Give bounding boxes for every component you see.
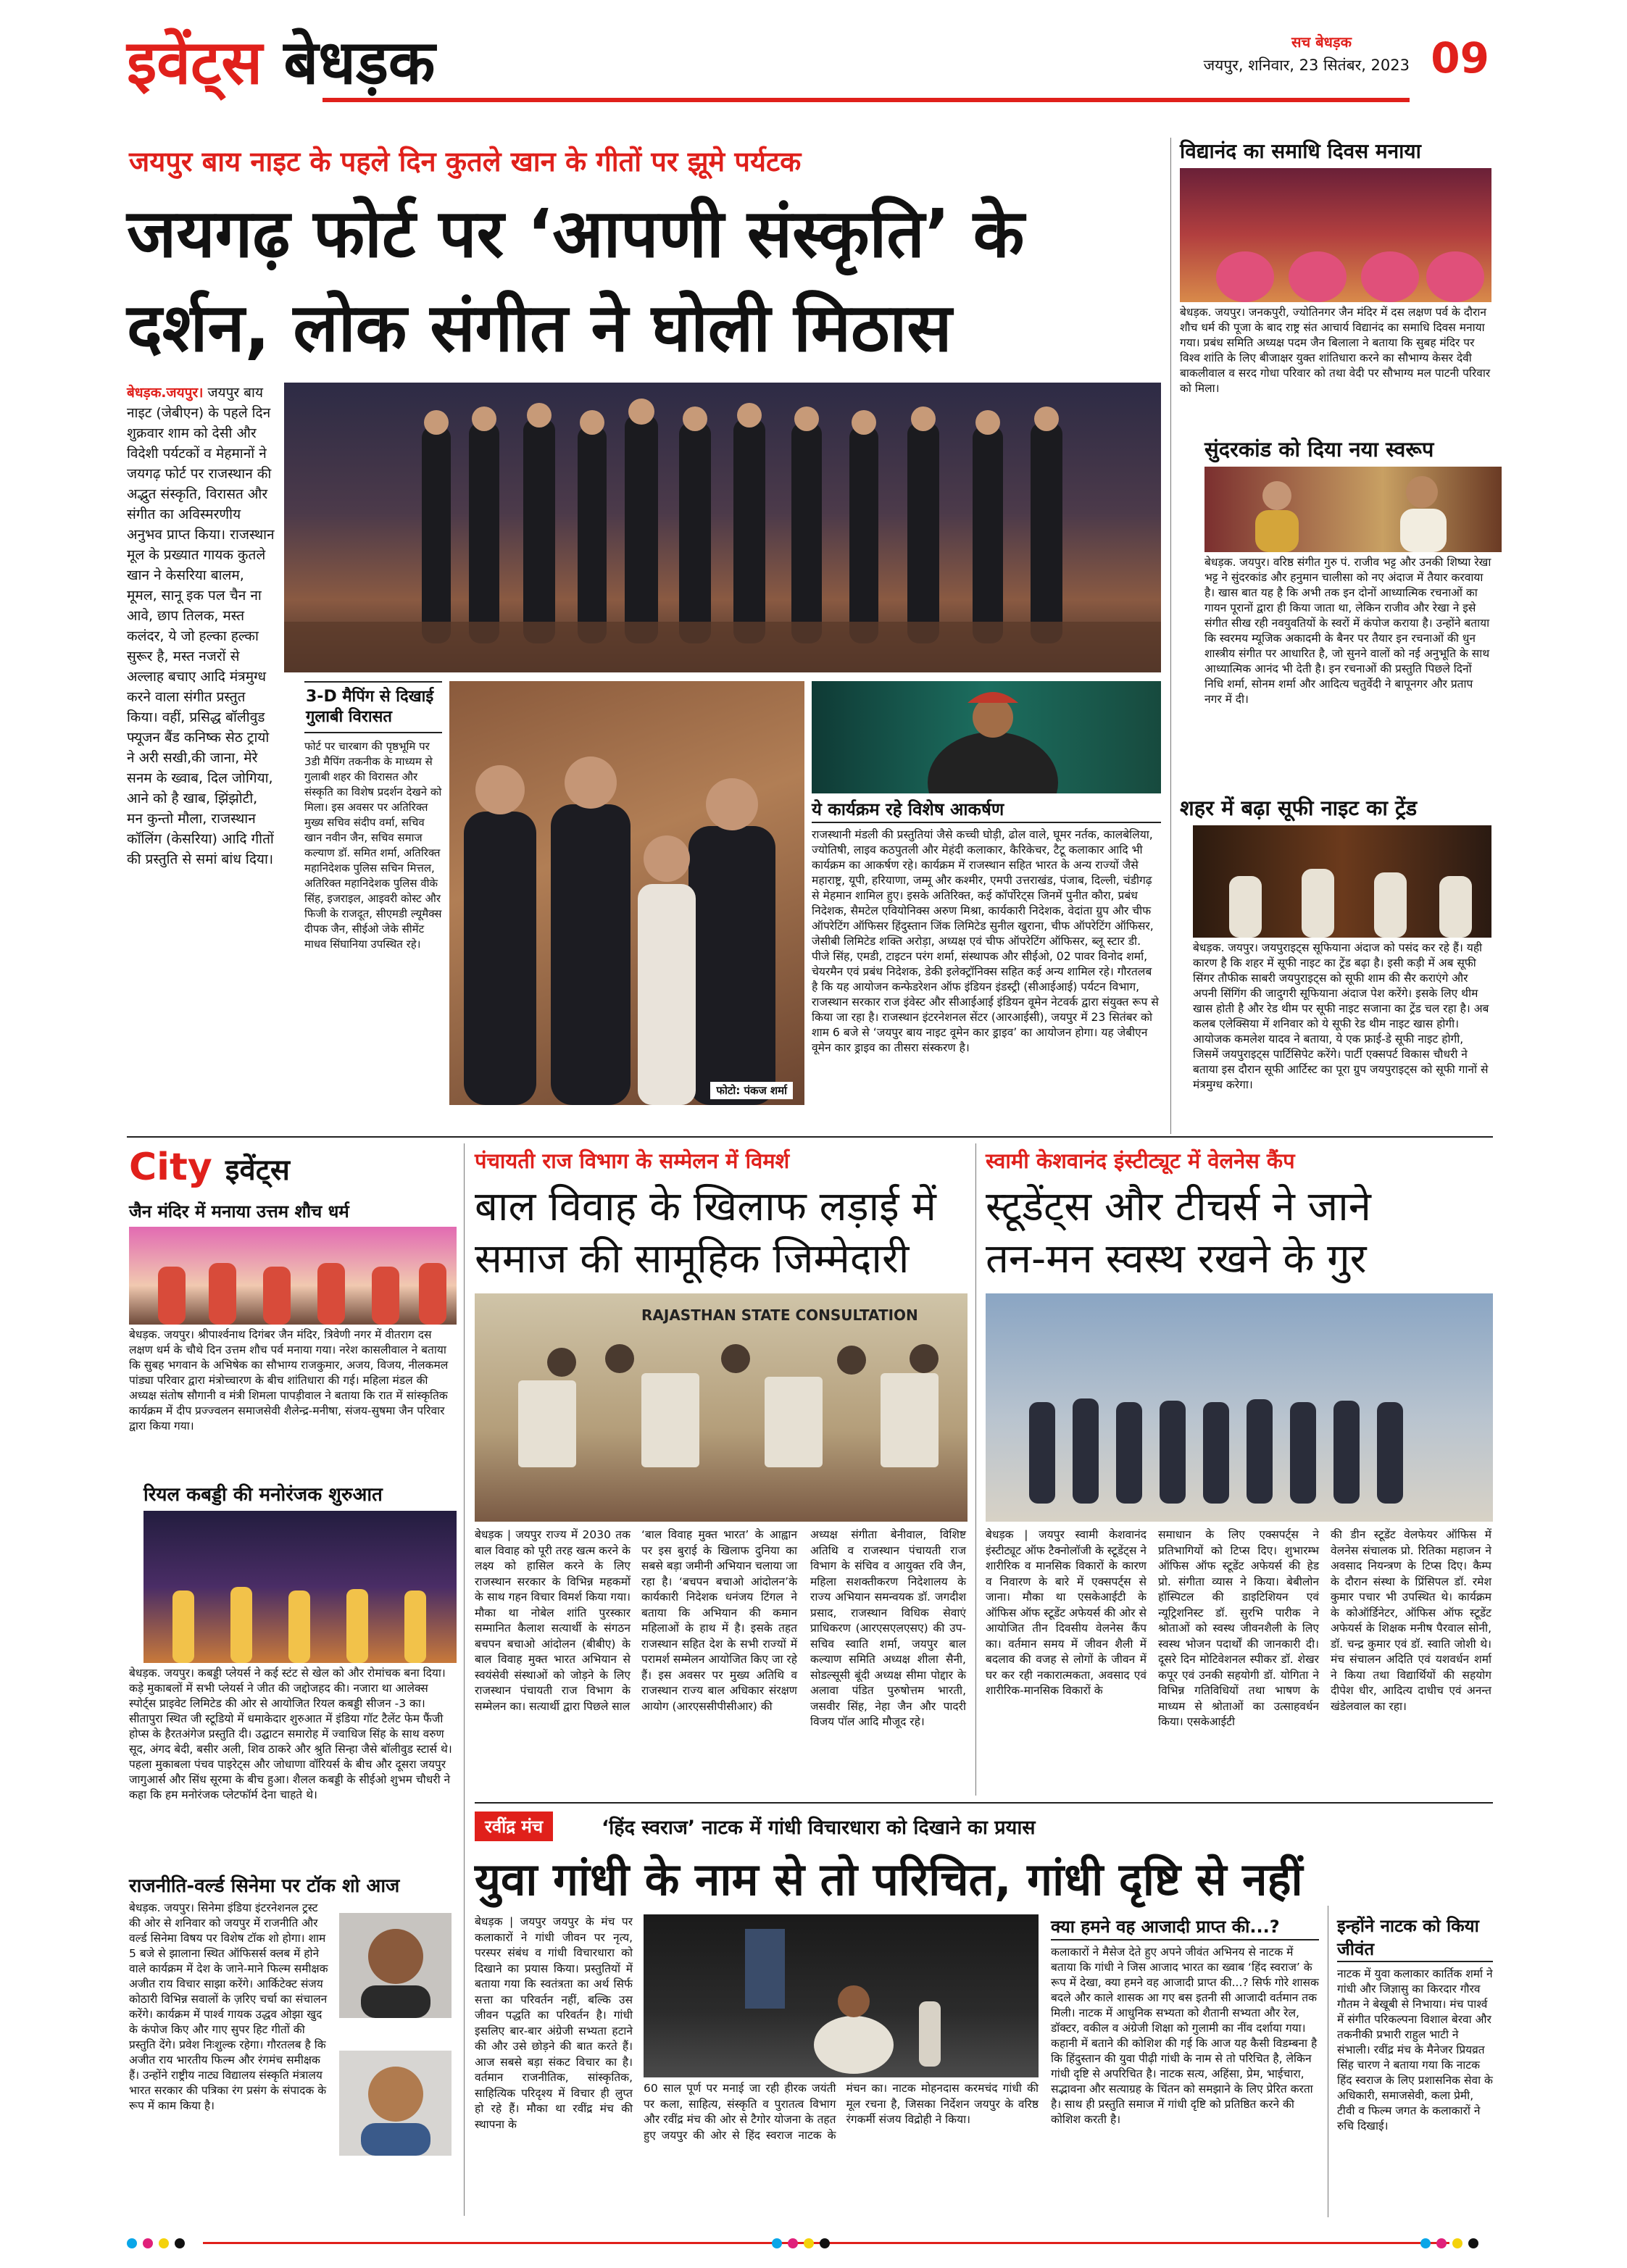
- photo-credit: फोटो: पंकज शर्मा: [710, 1082, 793, 1099]
- dot-magenta-3: [1436, 2238, 1447, 2248]
- masthead-title-black: बेधड़क: [283, 27, 436, 98]
- right-item2-text: बेधड़क. जयपुर। वरिष्ठ संगीत गुरु पं. राजीव भट्ट और उनकी शिष्या रेखा भट्ट ने सुंदरकांड और हनुमान चालीसा को नए अंदाज में तैयार करवाया है। खास बात यह है कि अभी तक इन दोनों आध्यात्मिक रचनाओं का गायन पूरानों द्वारा ही किया जाता था, लेकिन राजीव और रेखा ने इसे संगीत सीख रही नवयुवतियों के स्वरों में कंपोज कराया है। उन्होंने बताया कि स्वरमय म्यूजिक अकादमी के बैनर पर तैयार इन रचनाओं की धुन शास्त्रीय संगीत पर आधारित है, जो सुनने वालों को नई अनुभूति के साथ आध्यात्मिक आनंद भी देती है। इन रचनाओं की प्रस्तुति पिछले दिनों निधि शर्मा, सोनम शर्मा और आदित्य चतुर्वेदी ने बापूनगर और प्रताप नगर में दी।: [1204, 556, 1491, 706]
- ajit-rai-photo: [339, 1913, 452, 2018]
- lead-box: [304, 681, 442, 1101]
- registration-dots-mid: [772, 2238, 836, 2251]
- right-item1-photo: [1180, 168, 1491, 302]
- sufi-figures: [1193, 825, 1491, 938]
- singer-figure: [812, 681, 1161, 793]
- panchayat-text-col2: ‘बाल विवाह मुक्त भारत’ के आह्वान पर इस बुराई के खिलाफ दुनिया का सबसे बड़ा जमीनी अभियान चलाया जा रहा है। ‘बचपन बचाओ आंदोलन’के कार्यकारी निदेशक धनंजय टिंगल ने बताया कि अभियान की कमान महिलाओं के हाथ में है। इसके तहत राजस्थान सहित देश के सभी राज्यों में परामर्श सम्मेलन आयोजित किए जा रहे हैं। इस अवसर पर मुख्य अतिथि व राजस्थान राज्य बाल अधिकार संरक्षण आयोग (आरएससीपीसीआर) की: [641, 1528, 797, 1713]
- dot-yellow: [159, 2238, 169, 2248]
- panchayat-text-col1: बेधड़क | जयपुर राज्य में 2030 तक बाल विवाह को पूरी तरह खत्म करने के लक्ष्य को हासिल करने के लिए राजस्थान सरकार के विभिन्न महकमों के साथ गहन विचार विमर्श किया गया। मौका था नोबेल शांति पुरस्कार सम्मानित कैलाश सत्यार्थी के संगठन बचपन बचाओ आंदोलन (बीबीए) के बाल विवाह मुक्त भारत अभियान से स्वयंसेवी संस्थाओं को जोड़ने के लिए राजस्थान पंचायती राज विभाग के सम्मेलन का। सत्यार्थी द्वारा पिछले साल: [475, 1528, 631, 1713]
- right-item3-photo: [1193, 825, 1491, 938]
- masthead: [127, 29, 1489, 123]
- lead-kicker: जयपुर बाय नाइट के पहले दिन कुतले खान के गीतों पर झूमे पर्यटक: [129, 146, 802, 178]
- city-item2-photo: [143, 1511, 457, 1663]
- city-title-black: इवेंट्स: [225, 1154, 290, 1187]
- city-title-red: City: [129, 1146, 212, 1189]
- lamp-figures: [449, 681, 804, 1105]
- right-column-rule: [1170, 138, 1171, 1134]
- page-number: 09: [1431, 33, 1489, 83]
- panchayat-figures: [475, 1293, 968, 1522]
- gandhi-box-text: कलाकारों ने मैसेज देते हुए अपने जीवंत अभिनय से नाटक में बताया कि गांधी ने जिस आजाद भारत का ख्वाब ‘हिंद स्वराज’ के रूप में देखा, क्या हमने वह आजादी प्राप्त की...? सिर्फ गोरे शासक बदले और काले शासक आ गए बस इतनी सी आजादी वर्तमान तक मिली। नाटक में आधुनिक सभ्यता को शैतानी सभ्यता और रेल, डॉक्टर, वकील व अंग्रेजी शिक्षा को गुलामी का नींव दर्शाया गया। कहानी में बताने की कोशिश की गई कि आज यह कैसी विडम्बना है कि हिंदुस्तान की युवा पीढ़ी गांधी के नाम से तो परिचित है, लेकिन गांधी दृष्टि से अपरिचित है। नाटक सत्य, अहिंसा, प्रेम, भाईचारा, सद्भावना और सत्याग्रह के चिंतन को समझाने के लिए प्रेरित करता है। साथ ही प्रस्तुति समाज में गांधी दृष्टि को प्रतिष्ठित करने की कोशिश करती है।: [1051, 1946, 1319, 2126]
- masthead-rule: [323, 98, 1410, 102]
- dot-cyan-3: [1420, 2238, 1431, 2248]
- city-item2: [129, 1482, 457, 1803]
- gandhi-box: [1051, 1914, 1319, 2127]
- singers-figures: [1204, 467, 1502, 552]
- gandhi-label: रवींद्र मंच: [475, 1812, 553, 1841]
- right-item1-title: विद्यानंद का समाधि दिवस मनाया: [1180, 139, 1421, 163]
- panchayat-rule: [975, 1143, 976, 1796]
- gandhi-text-col1: बेधड़क | जयपुर जयपुर के मंच पर कलाकारों ने गांधी जीवन पर नृत्य, परस्पर संबंध व गांधी विचारधारा को दिखाने का प्रयास किया। प्रस्तुतियों में बताया गया कि स्वतंत्रता का अर्थ सिर्फ सत्ता का परिवर्तन नहीं, बल्कि उस जीवन पद्धति का परिवर्तन है। गांधी इसलिए बार-बार अंग्रेजी सभ्यता हटाने की और उसे छोड़ने की बात करते हैं। आज सबसे बड़ा संकट विचार का है। वर्तमान राजनीतिक, सांस्कृतिक, साहित्यिक परिदृश्य में विचार ही लुप्त हो रहे हैं। मौका था रवींद्र मंच की स्थापना के: [475, 1915, 633, 2131]
- city-events-title: [129, 1143, 290, 1194]
- sanjay-kothari-photo: [339, 2051, 452, 2156]
- lead-side: [812, 797, 1161, 1116]
- city-item1-title: जैन मंदिर में मनाया उत्तम शौच धर्म: [129, 1201, 349, 1222]
- kabaddi-figures: [143, 1511, 457, 1663]
- right-item1-text: बेधड़क. जयपुर। जनकपुरी, ज्योतिनगर जैन मंदिर में दस लक्षण पर्व के दौरान शौच धर्म की पूजा के बाद राष्ट्र संत आचार्य विद्यानंद का समाधि दिवस मनाया गया। प्रबंध समिति अध्यक्ष पदम जैन बिलाला ने बताया कि सुबह मंदिर पर विश्व शांति के लिए बीजाक्षर युक्त शांतिधारा करने का सौभाग्य केसर देवी बाकलीवाल व सरद गोधा परिवार को तथा वेदी पर सौभाग्य मल पाटनी परिवार को मिला।: [1180, 306, 1491, 395]
- city-column-rule: [464, 1143, 465, 2216]
- gandhi-side: [1337, 1914, 1493, 2134]
- city-item2-title: रियल कबड्डी की मनोरंजक शुरुआत: [143, 1484, 383, 1506]
- city-item1: [129, 1199, 457, 1434]
- lead-box-text: फोर्ट पर चारबाग की पृष्ठभूमि पर 3डी मैपिंग तकनीक के माध्यम से गुलाबी शहर की विरासत और संस्कृति का विशेष प्रदर्शन देखने को मिला। इस अवसर पर अतिरिक्त मुख्य सचिव संदीप वर्मा, सचिव खान नवीन जैन, सचिव समाज कल्याण डॉ. समित शर्मा, अतिरिक्त महानिदेशक पुलिस सचिन मित्तल, अतिरिक्त महानिदेशक पुलिस वीके सिंह, इजराइल, आइवरी कोस्ट और फिजी के राजदूत, सीएमडी ल्यूमैक्स दीपक जैन, सीईओ जेके सीमेंट माधव सिंघानिया उपस्थित रहे।: [304, 740, 442, 951]
- lead-byline: बेधड़क.जयपुर।: [127, 385, 204, 401]
- panchayat-headline-line2: समाज की सामूहिक जिम्मेदारी: [475, 1235, 910, 1283]
- masthead-title-red: इवेंट्स: [127, 27, 263, 98]
- dot-black-2: [820, 2238, 830, 2248]
- lead-headline-line1: जयगढ़ फोर्ट पर ‘आपणी संस्कृति’ के: [127, 195, 1025, 272]
- dot-yellow-2: [804, 2238, 814, 2248]
- consultation-banner: RAJASTHAN STATE CONSULTATION: [641, 1306, 918, 1324]
- masthead-dateline: जयपुर, शनिवार, 23 सितंबर, 2023: [1203, 57, 1410, 74]
- lead-photo-figures: [284, 383, 1161, 672]
- keshav-photo: [986, 1293, 1493, 1522]
- dot-yellow-3: [1452, 2238, 1462, 2248]
- gandhi-separator: [475, 1802, 1493, 1804]
- panchayat-headline-line1: बाल विवाह के खिलाफ लड़ाई में: [475, 1183, 936, 1230]
- dot-black-3: [1468, 2238, 1478, 2248]
- keshav-text-col2: समाधान के लिए एक्सपर्ट्स ने प्रतिभागियों को टिप्स दिए। शुभारम्भ ऑफिस ऑफ स्टूडेंट अफेयर्स की हेड प्रो. संगीता व्यास ने किया। बेबीलोन हॉस्पिटल की डाइटिशियन एवं न्यूट्रिशनिस्ट डॉ. सुरभि पारीक ने श्रोताओं को स्वस्थ जीवनशैली के लिए स्वस्थ भोजन पदार्थों की जानकारी दी। दूसरे दिन मोटिवेशनल स्पीकर डॉ. शेखर कपूर एवं उनकी सहयोगी डॉ. योगिता ने विभिन्न गतिविधियों तथा भाषण के माध्यम से श्रोताओं का उत्साहवर्धन किया। एसकेआईटी: [1158, 1528, 1319, 1728]
- mid-separator: [127, 1136, 1493, 1138]
- dot-magenta: [143, 2238, 153, 2248]
- gandhi-side-text: नाटक में युवा कलाकार कार्तिक शर्मा ने गांधी और जिज्ञासु का किरदार गौरव गौतम ने बेखूबी से निभाया। मंच पार्श्व में संगीत परिकल्पना विशाल बेरवा और तकनीकी प्रभारी राहुल भाटी ने संभाली। रवींद्र मंच के मैनेजर प्रियव्रत सिंह चारण ने बताया गया कि नाटक हिंद स्वराज के लिए प्रशासनिक सेवा के अधिकारी, समाजसेवी, कला प्रेमी, टीवी व फिल्म जगत के कलाकारों ने रुचि दिखाई।: [1337, 1967, 1493, 2132]
- dot-black: [175, 2238, 185, 2248]
- keshav-figures: [986, 1293, 1493, 1522]
- gandhi-side-title: इन्होंने नाटक को किया जीवंत: [1337, 1914, 1493, 1962]
- dot-cyan: [127, 2238, 137, 2248]
- panchayat-kicker: पंचायती राज विभाग के सम्मेलन में विमर्श: [475, 1148, 790, 1173]
- lead-col1: [127, 383, 275, 870]
- lead-side-title: ये कार्यक्रम रहे विशेष आकर्षण: [812, 797, 1161, 823]
- right-item1: [1180, 138, 1491, 396]
- dancers-figures: [1180, 168, 1491, 302]
- city-item3-title: राजनीति-वर्ल्ड सिनेमा पर टॉक शो आज: [129, 1875, 400, 1897]
- portrait-1: [339, 1913, 452, 2018]
- lead-box-title: 3-D मैपिंग से दिखाई गुलाबी विरासत: [304, 681, 442, 733]
- right-item3: [1180, 793, 1491, 1093]
- keshav-headline-line2: तन-मन स्वस्थ रखने के गुर: [986, 1235, 1367, 1283]
- panchayat-text-col3: अध्यक्ष संगीता बेनीवाल, विशिष्ट अतिथि व राजस्थान पंचायती राज विभाग के संचिव व आयुक्त रवि जैन, महिला सशक्तीकरण निदेशालय के राज्य अभियान समन्वयक डॉ. जगदीश प्रसाद, राजस्थान विधिक सेवाएं प्राधिकरण (आरएसएलएसए) की उप-सचिव स्वाति शर्मा, जयपुर बाल कल्याण समिति अध्यक्ष शीला सैनी, सोडल्सूसी बूंदी अध्यक्ष सीमा पोद्दार के अलावा पंडित पुरुषोत्तम भारती, जसवीर सिंह, नेहा जैन और पादरी विजय पॉल आदि मौजूद रहे।: [810, 1528, 966, 1728]
- keshav-kicker: स्वामी केशवानंद इंस्टीट्यूट में वेलनेस कैंप: [986, 1148, 1295, 1173]
- keshav-text-col3: की डीन स्टूडेंट वेलफेयर ऑफिस में वेलनेस संचालक प्रो. रितिका महाजन ने अवसाद नियन्त्रण के टिप्स दिए। कैम्प के दौरान संस्था के प्रिंसिपल डॉ. रमेश कुमार पचार भी उपस्थित थे। कार्यक्रम के कोऑर्डिनेटर, ऑफिस ऑफ स्टूडेंट अफेयर्स के शिक्षक मनीष पैरवाल सोनी, डॉ. चन्द्र कुमार एवं डॉ. स्वाति जोशी थे। मंच संचालन अदिति एवं यशवर्धन शर्मा ने किया तथा विद्यार्थियों की सहयोग दीपेश धीर, आदित्य दाधीच एवं अनन्त खंडेलवाल का रहा।: [1331, 1528, 1491, 1713]
- right-item2-title: सुंदरकांड को दिया नया स्वरूप: [1204, 437, 1434, 462]
- portrait-2: [339, 2051, 452, 2156]
- gandhi-photo: [644, 1914, 1039, 2077]
- city-item3-text: बेधड़क. जयपुर। सिनेमा इंडिया इंटरनेशनल ट्रस्ट की ओर से शनिवार को जयपुर में राजनीति और वर्ल्ड सिनेमा विषय पर विशेष टॉक शो होगा। शाम 5 बजे से झालाना स्थित ऑफिसर्स क्लब में होने वाले कार्यक्रम में देश के जाने-माने फिल्म समीक्षक अजीत राय विचार साझा करेंगे। आर्किटेक्ट संजय कोठारी विभिन्न सवालों के ज़रिए चर्चा का संचालन करेंगे। कार्यक्रम में पार्श्व गायक उद्धव ओझा खुद के कंपोज किए और गाए सुपर हिट गीतों की प्रस्तुति देंगे। प्रवेश निःशुल्क रहेगा। गौरतलब है कि अजीत राय भारतीय फिल्म और रंगमंच समीक्षक हैं। उन्होंने राष्ट्रीय नाट्य विद्यालय संस्कृति मंत्रालय भारत सरकार की पत्रिका रंग प्रसंग के संपादक के रूप में काम किया है।: [129, 1901, 328, 2112]
- masthead-brand: सच बेधड़क: [1291, 33, 1352, 51]
- panchayat-photo: [475, 1293, 968, 1522]
- gandhi-headline: युवा गांधी के नाम से तो परिचित, गांधी दृष्टि से नहीं: [475, 1853, 1303, 1906]
- city-item2-text: बेधड़क. जयपुर। कबड्डी प्लेयर्स ने कई स्टंट से खेल को और रोमांचक बना दिया। कड़े मुकाबलों में सभी प्लेयर्स ने जीत की जद्दोजहद की। नजारा था आलेक्स स्पोर्ट्स प्राइवेट लिमिटेड की ओर से आयोजित रियल कबड्डी सीजन -3 का। सीतापुरा स्थित जी स्टूडियो में धमाकेदार शुरुआत में इंडिया गॉट टैलेंट फेम फैंजी होप्स के हैरतअंगेज प्रस्तुति दी। उद्घाटन समारोह में ज्वाधिज सिंह के साथ वरुण सूद, अंगद बेदी, बसीर अली, शिव ठाकरे और श्रुति सिन्हा जैसे बॉलीवुड स्टार्स थे। पहला मुकाबला पंचव पाइरेट्स और जोधाणा वॉरियर्स के बीच और दूसरा जयपुर जागुआर्स और सिंध सूरमा के बीच हुआ। शैलल कबड्डी के सीईओ शुभम चौधरी ने कहा कि हम मनोरंजक प्लेटफॉर्म देना चाहते थे।: [129, 1667, 452, 1801]
- masthead-title: [127, 26, 435, 99]
- keshav-headline-line1: स्टूडेंट्स और टीचर्स ने जाने: [986, 1183, 1371, 1230]
- right-item2-photo: [1204, 467, 1502, 552]
- city-item1-photo: [129, 1227, 457, 1325]
- right-item3-text: बेधड़क. जयपुर। जयपुराइट्स सूफियाना अंदाज को पसंद कर रहे हैं। यही कारण है कि शहर में सूफी नाइट का ट्रेंड बढ़ा है। इसी कड़ी में अब सूफी सिंगर तौफीक साबरी जयपुराइट्स को सूफी शाम की सैर कराएंगे और अपनी सिंगिंग की जादुगरी सूफियाना अंदाज पेश करेंगे। इसके लिए थीम खास होती है और रेड थीम पर सूफी नाइट सजाना का ट्रेंड चल रहा है। अब कलब एलेक्सिया में शनिवार को ये सूफी रेड थीम नाइट खास होगी। आयोजक कमलेश यादव ने बताया, ये एक फ्राई-डे सूफी नाइट होगी, जिसमें जयपुराइट्स पार्टिसिपेट करेंगे। पार्टी एक्सपर्ट विकास चौधरी ने बताया इस दौरान सूफी आर्टिस्ट का पूरा ग्रुप जयपुराइट्स को सूफी गानों से मंत्रमुग्ध करेगा।: [1193, 941, 1489, 1091]
- lead-headline-line2: दर्शन, लोक संगीत ने घोली मिठास: [127, 289, 952, 367]
- gandhi-photo-text: 60 साल पूर्ण पर मनाई जा रही हीरक जयंती पर कला, साहित्य, संस्कृति व पुरातत्व विभाग और रवींद्र मंच की ओर से टैगोर योजना के तहत हुए जयपुर की ओर से हिंद स्वराज नाटक के मंचन का। नाटक मोहनदास करमचंद गांधी की मूल रचना है, जिसका निर्देशन जयपुर के वरिष्ठ रंगकर्मी संजय विद्रोही ने किया।: [644, 2082, 1039, 2142]
- dot-magenta-2: [788, 2238, 798, 2248]
- city-item1-text: बेधड़क. जयपुर। श्रीपार्श्वनाथ दिगंबर जैन मंदिर, त्रिवेणी नगर में वीतराग दस लक्षण धर्म के चौथे दिन उत्तम शौच पर्व मनाया गया। नरेश कासलीवाल ने बताया कि सुबह भगवान के अभिषेक का सौभाग्य राजकुमार, अजय, विजय, नीलकमल पांड्या परिवार द्वारा मंत्रोच्चारण के बीच शांतिधारा की गई। महिला मंडल की अध्यक्ष संतोष सौगानी व मंत्री शिमला पापड़ीवाल ने बताया कि रात में सांस्कृतिक कार्यक्रम में दीप प्रज्ज्वलन समाजसेवी शैलेन्द्र-मनीषा, संजय-सुषमा जैन परिवार द्वारा किया गया।: [129, 1328, 449, 1433]
- city-item3: [129, 1873, 457, 2112]
- registration-dots-right: [1420, 2238, 1484, 2251]
- gandhi-stage-figures: [644, 1914, 1039, 2077]
- keshav-text-col1: बेधड़क | जयपुर स्वामी केशवानंद इंस्टीट्यूट ऑफ टैक्नोलॉजी के स्टूडेंट्स ने शारीरिक व मानसिक विकारों के कारण व निवारण के बारे में एक्सपर्ट्स से जाना। मौका था एसकेआईटी के ऑफिस ऑफ स्टूडेंट अफेयर्स की ओर से आयोजित तीन दिवसीय वेलनेस कैंप का। वर्तमान समय में जीवन शैली में बदलाव की वजह से लोगों के जीवन में घर कर रही नकारात्मकता, अवसाद एवं शारीरिक-मानसिक विकारों के: [986, 1528, 1147, 1697]
- lead-main-photo: [284, 383, 1161, 672]
- right-item3-title: शहर में बढ़ा सूफी नाइट का ट्रेंड: [1180, 796, 1418, 820]
- dot-cyan-2: [772, 2238, 782, 2248]
- right-item2: [1180, 435, 1491, 707]
- lead-side-text: राजस्थानी मंडली की प्रस्तुतियां जैसे कच्ची घोड़ी, ढोल वाले, घूमर नर्तक, कालबेलिया, ज्योतिषी, लाइव कठपुतली और मेहंदी कलाकार, कैरिकेचर, टैटू कलाकार आदि भी कार्यक्रम का आकर्षण रहे। कार्यक्रम में राजस्थान सहित भारत के अन्य राज्यों जैसे महाराष्ट्र, यूपी, हरियाणा, जम्मू और कश्मीर, एमपी उत्तराखंड, पंजाब, दिल्ली, चंडीगढ़ से मेहमान शामिल हुए। इसके अतिरिक्त, कई कॉर्पोरेट्स जिनमें पुनीत कौरा, प्रबंध निदेशक, सैमटेल एवियोनिक्स अरुण मिश्रा, कार्यकारी निदेशक, वेदांता ग्रुप और चीफ ऑपरेटिंग ऑफिसर हिंदुस्तान जिंक लिमिटेड सुनील खुराना, चीफ ऑपरेटिंग ऑफिसर, जेसीबी लिमिटेड शक्ति अरोड़ा, अध्यक्ष एवं चीफ ऑपरेटिंग ऑफिसर, ब्लू स्टार डी. पीजे सिंह, एमडी, टाइटन परंग शर्मा, संस्थापक और सीईओ, 02 पावर विनोद शर्मा, चेयरमैन एवं प्रबंध निदेशक, डेकी इलेक्ट्रॉनिक्स सहित कई अन्य शामिल रहे। गौरतलब है कि यह आयोजन कन्फेडरेशन ऑफ इंडियन इंडस्ट्री (सीआईआई) पर्यटन विभाग, राजस्थान सरकार राज इंवेस्ट और सीआईआई इंडियन वूमेन नेटवर्क द्वारा संयुक्त रूप से किया जा रहा है। राजस्थान इंटरनेशनल सेंटर (आरआईसी), जयपुर में 23 सितंबर को शाम 6 बजे से ‘जयपुर बाय नाइट वूमेन कार ड्राइव’ का आयोजन होगा। यह जेबीएन वूमेन कार ड्राइव का तीसरा संस्करण है।: [812, 828, 1159, 1054]
- gandhi-kicker: ‘हिंद स्वराज’ नाटक में गांधी विचारधारा को दिखाने का प्रयास: [602, 1817, 1036, 1839]
- lead-col1-text: जयपुर बाय नाइट (जेबीएन) के पहले दिन शुक्रवार शाम को देसी और विदेशी पर्यटकों व मेहमानों ने जयगढ़ फोर्ट पर राजस्थान की अद्भुत संस्कृति, विरासत और संगीत का अविस्मरणीय अनुभव प्राप्त किया। राजस्थान मूल के प्रख्यात गायक कुतले खान ने केसरिया बालम, मूमल, सानू इक पल चैन ना आवे, छाप तिलक, मस्त कलंदर, ये जो हल्का हल्का सुरूर है, मस्त नजरों से अल्लाह बचाए आदि मंत्रमुग्ध करने वाला संगीत प्रस्तुत किया। वहीं, प्रसिद्ध बॉलीवुड फ्यूजन बैंड कनिष्क सेठ ट्रायो ने अरी सखी,की जाना, मेरे सनम के ख्वाब, दिल जोगिया, आने को है खाब, झिंझोटी, मन कुन्तो मौला, राजस्थान कॉलिंग (केसरिया) आदि गीतों की प्रस्तुति से समां बांध दिया।: [127, 385, 275, 867]
- lead-lamp-photo: [449, 681, 804, 1105]
- jain-figures: [129, 1227, 457, 1325]
- gandhi-box-title: क्या हमने वह आजादी प्राप्त की...?: [1051, 1914, 1319, 1940]
- singer-photo: [812, 681, 1161, 793]
- registration-dots-left: [127, 2238, 191, 2251]
